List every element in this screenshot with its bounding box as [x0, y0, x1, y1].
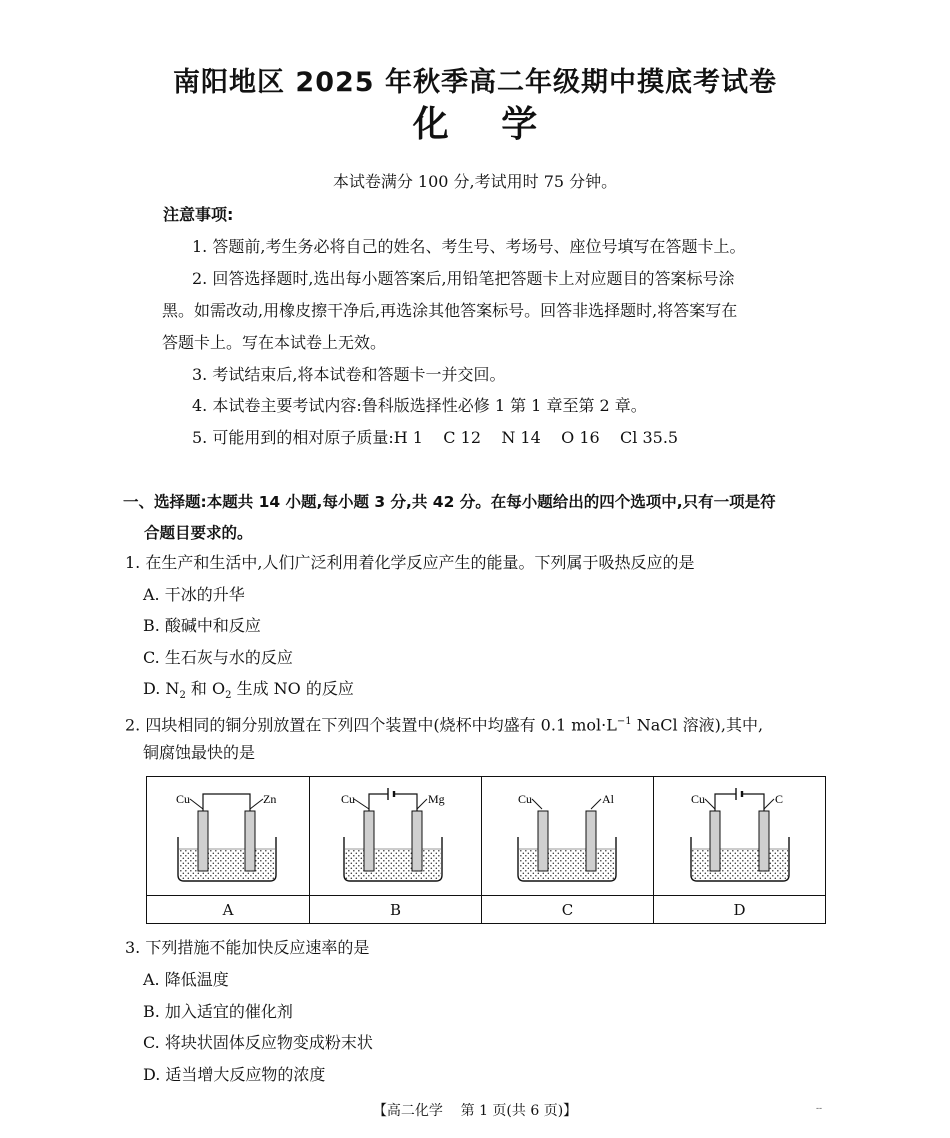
svg-text:Cu: Cu: [341, 792, 356, 806]
q3-option-d: D. 适当增大反应物的浓度: [143, 1065, 326, 1084]
notice-item-3: 3. 考试结束后,将本试卷和答题卡一并交回。: [192, 365, 506, 384]
page-footer: 【高二化学 第 1 页(共 6 页)】: [372, 1103, 578, 1119]
apparatus-cell-d: [654, 777, 826, 896]
notice-item-1: 1. 答题前,考生务必将自己的姓名、考生号、考场号、座位号填写在答题卡上。: [192, 237, 746, 256]
notice-item-2-cont: 黑。如需改动,用橡皮擦干净后,再选涂其他答案标号。回答非选择题时,将答案写在: [162, 301, 738, 320]
svg-text:Mg: Mg: [428, 792, 445, 806]
q2-stem: 2. 四块相同的铜分别放置在下列四个装置中(烧杯中均盛有 0.1 $mol\cdot L^{-1}$ NaCl 溶液),其中,: [125, 715, 764, 735]
section-heading-cont: 合题目要求的。: [144, 524, 253, 542]
apparatus-cell-a: [147, 777, 310, 896]
q3-option-a: A. 降低温度: [143, 970, 229, 989]
section-heading: 一、选择题:本题共 14 小题,每小题 3 分,共 42 分。在每小题给出的四个选项中,只有一项是符: [123, 493, 776, 511]
svg-text:Cu: Cu: [691, 792, 706, 806]
svg-text:Cu: Cu: [518, 792, 533, 806]
subject-title: 化 学: [412, 104, 538, 145]
apparatus-diagram-b: [310, 777, 481, 891]
svg-text:Cu: Cu: [176, 792, 191, 806]
q1-option-d: D. $N_2$ 和 $O_2$ 生成 NO 的反应: [143, 679, 354, 702]
q2-stem-cont: 铜腐蚀最快的是: [143, 743, 256, 762]
apparatus-table: [146, 776, 826, 924]
q1-option-b: B. 酸碱中和反应: [143, 616, 261, 635]
apparatus-diagram-d: [654, 777, 825, 891]
apparatus-cell-c: [482, 777, 654, 896]
apparatus-label-b: B: [310, 896, 482, 924]
exam-intro: 本试卷满分 100 分,考试用时 75 分钟。: [332, 172, 618, 191]
notice-item-4: 4. 本试卷主要考试内容:鲁科版选择性必修 1 第 1 章至第 2 章。: [192, 396, 647, 415]
q3-option-c: C. 将块状固体反应物变成粉末状: [143, 1033, 373, 1052]
svg-text:Zn: Zn: [263, 792, 277, 806]
svg-text:Al: Al: [602, 792, 614, 806]
q3-stem: 3. 下列措施不能加快反应速率的是: [125, 938, 370, 957]
corner-mark: --: [816, 1104, 823, 1114]
q3-option-b: B. 加入适宜的催化剂: [143, 1002, 293, 1021]
apparatus-label-d: D: [654, 896, 826, 924]
apparatus-label-c: C: [482, 896, 654, 924]
svg-text:C: C: [775, 792, 784, 806]
apparatus-diagram-c: [482, 777, 653, 891]
apparatus-cell-b: [310, 777, 482, 896]
q1-option-a: A. 干冰的升华: [143, 585, 245, 604]
q1-stem: 1. 在生产和生活中,人们广泛利用着化学反应产生的能量。下列属于吸热反应的是: [125, 553, 695, 572]
notice-item-2-end: 答题卡上。写在本试卷上无效。: [162, 333, 387, 352]
apparatus-diagram-a: [147, 777, 309, 891]
q1-option-c: C. 生石灰与水的反应: [143, 648, 293, 667]
notice-item-2: 2. 回答选择题时,选出每小题答案后,用铅笔把答题卡上对应题目的答案标号涂: [192, 269, 735, 288]
notice-item-5: 5. 可能用到的相对原子质量:H 1 C 12 N 14 O 16 Cl 35.5: [192, 428, 679, 447]
notice-heading: 注意事项:: [163, 205, 234, 224]
apparatus-label-a: A: [147, 896, 310, 924]
exam-title: 南阳地区 2025 年秋季高二年级期中摸底考试卷: [173, 67, 777, 98]
